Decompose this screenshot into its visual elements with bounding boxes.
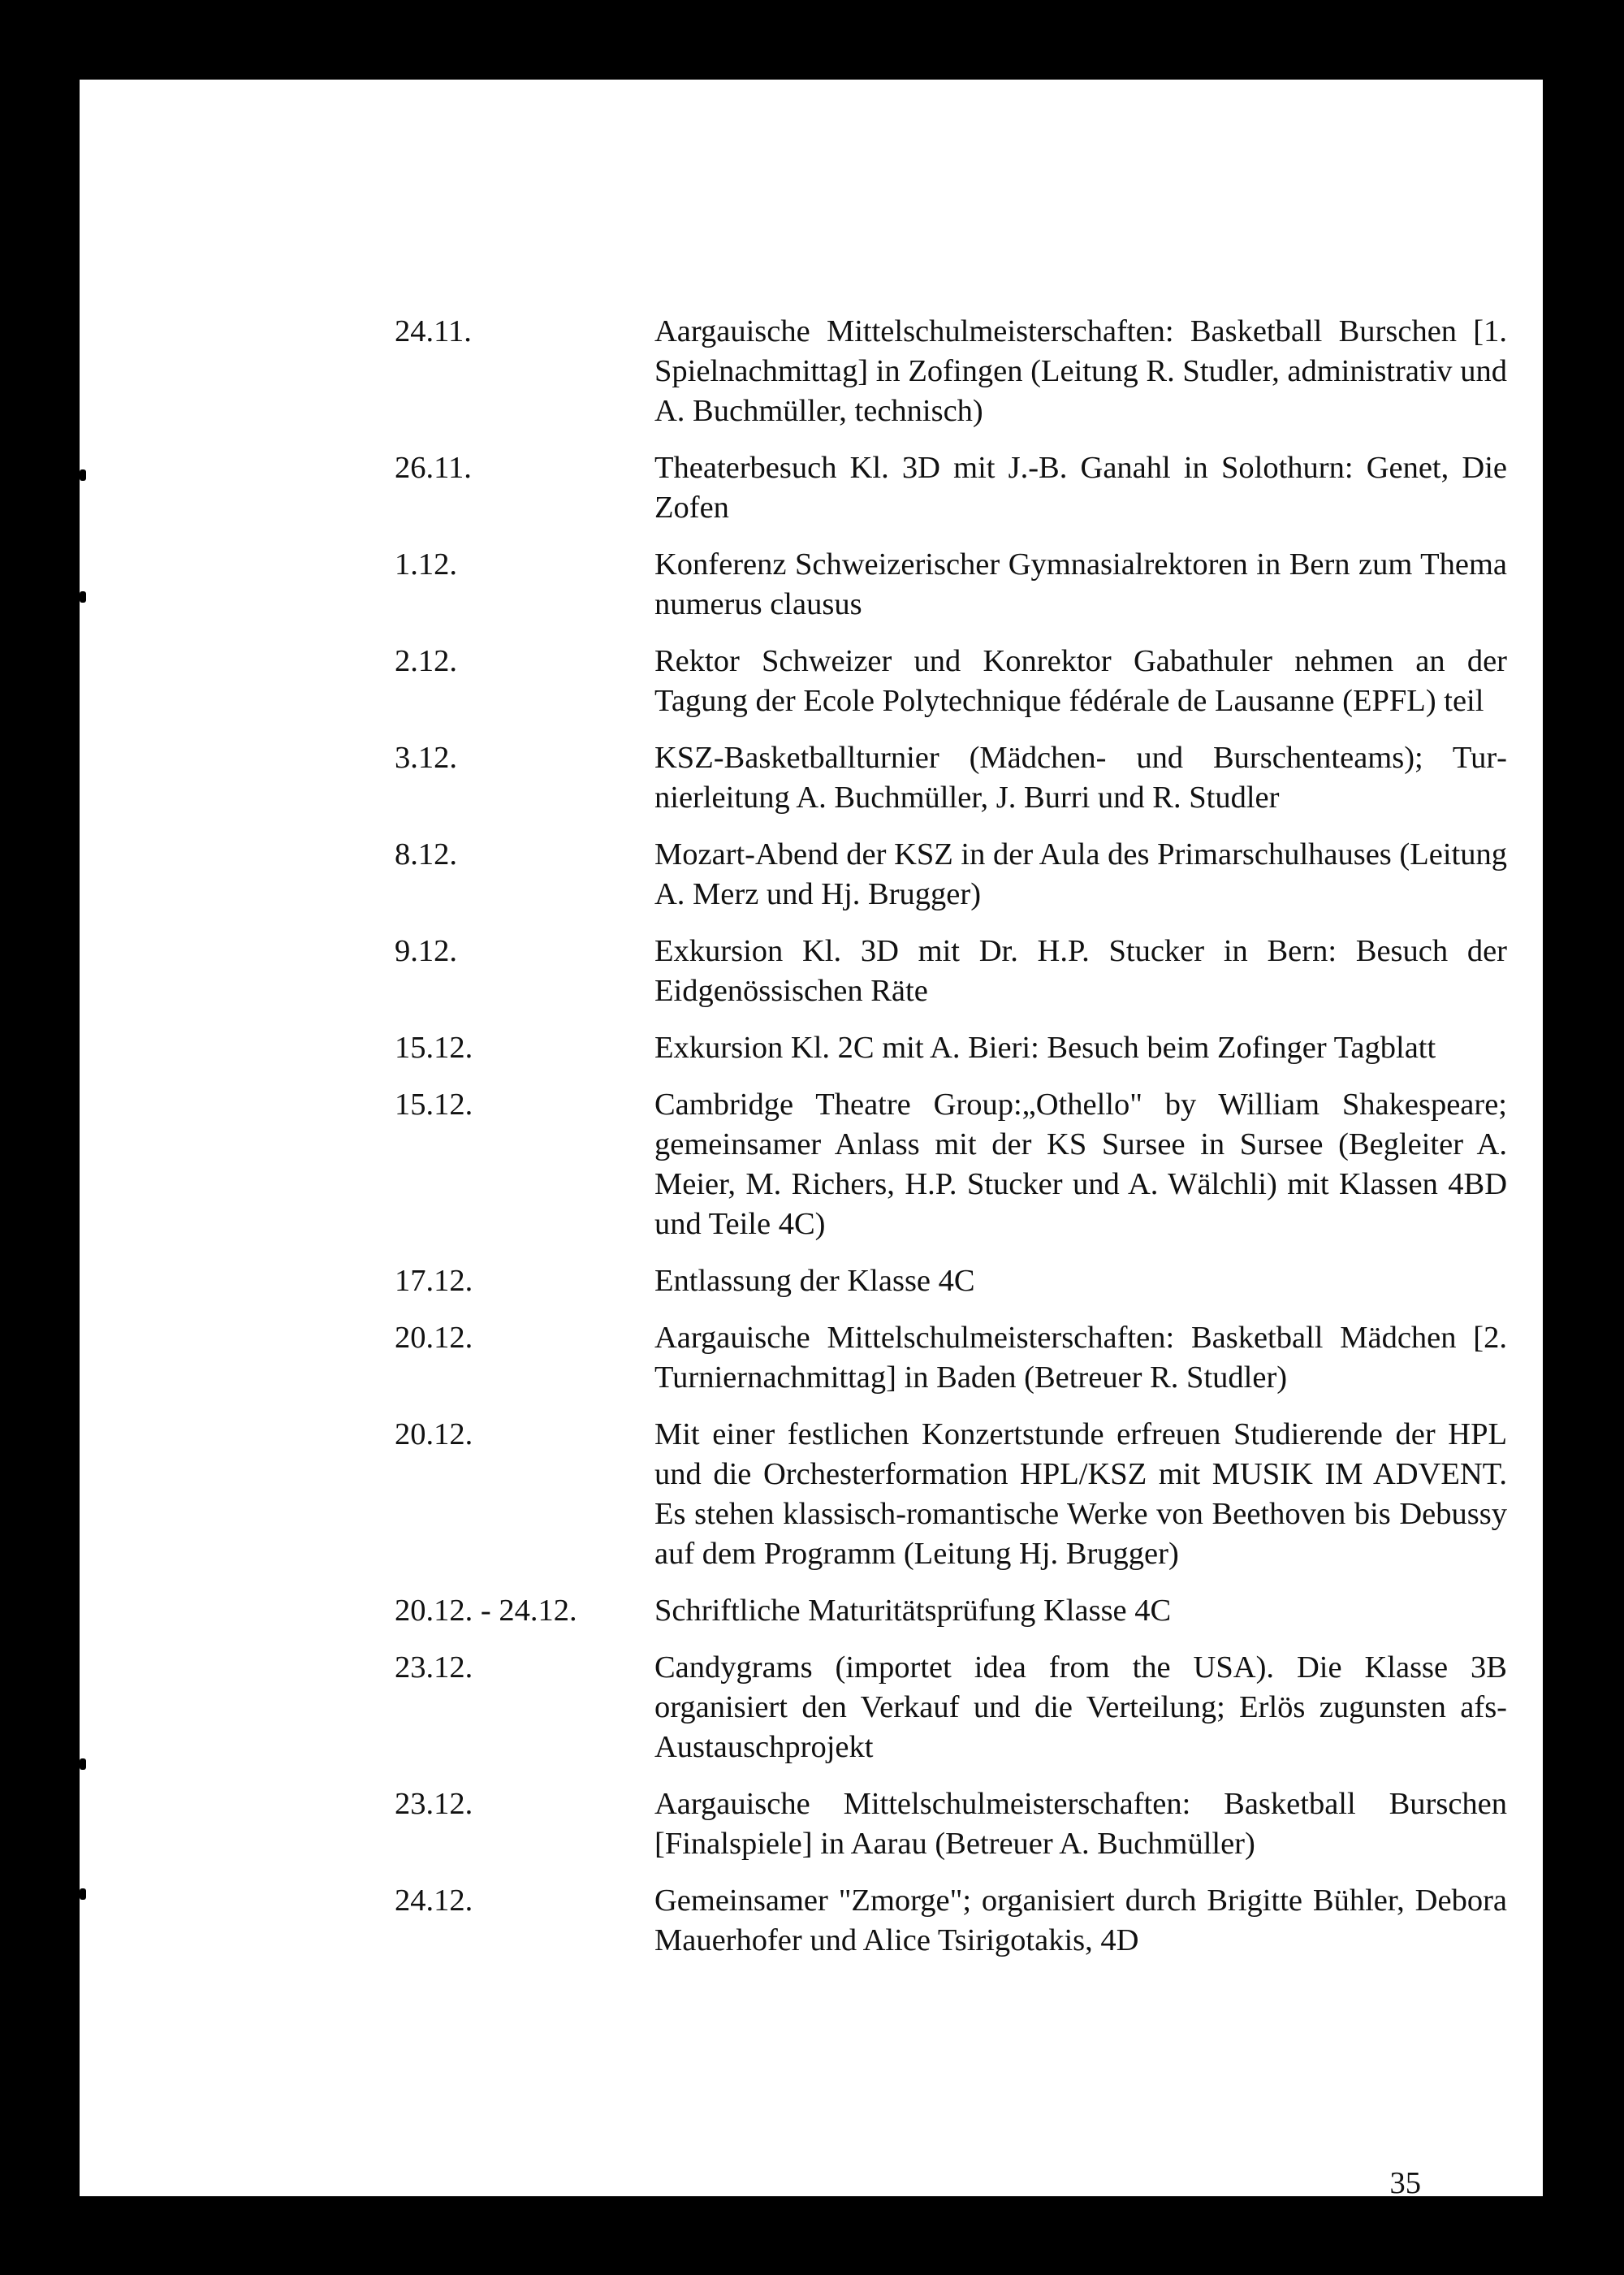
- chronicle-entry: [395, 1591, 1507, 1631]
- entry-text: Exkursion Kl. 2C mit A. Bieri: Besuch beim Zofinger Tagblatt: [654, 1031, 1436, 1065]
- chronicle-entry: [395, 545, 1507, 625]
- chronicle-entry: [395, 835, 1507, 915]
- chronicle-entry: [395, 1415, 1507, 1574]
- entry-text: Schriftliche Maturitätsprüfung Klasse 4C: [654, 1594, 1172, 1628]
- entry-text: Aargauische Mittelschulmeisterschaften: Basketball Burschen [1. Spielnachmittag] in Zofingen (Leitung R. Studler, administrativ und A. Buchmüller, technisch): [654, 314, 1507, 428]
- chronicle-entry: [395, 1648, 1507, 1767]
- entry-text: Mit einer festlichen Konzertstunde erfreuen Studierende der HPL und die Orchesterformation HPL/KSZ mit MUSIK IM ADVENT. Es stehen klassisch-romantische Werke von Beethoven bis Debussy auf dem Programm (Leitung Hj. Brugger): [654, 1417, 1507, 1571]
- entry-text: Mozart-Abend der KSZ in der Aula des Primarschulhauses (Leitung A. Merz und Hj. Brugger): [654, 837, 1507, 911]
- entry-date: 24.11.: [395, 314, 472, 348]
- scan-mark: [80, 1888, 86, 1900]
- chronicle-entry: [395, 1881, 1507, 1961]
- entry-text: Entlassung der Klasse 4C: [654, 1264, 975, 1298]
- page-number: 35: [1389, 2166, 1421, 2200]
- document-page: [80, 80, 1543, 2200]
- entry-date: 23.12.: [395, 1650, 473, 1685]
- entry-date: 1.12.: [395, 547, 457, 582]
- entry-date: 20.12.: [395, 1417, 473, 1451]
- entry-date: 9.12.: [395, 934, 457, 968]
- scan-mark: [80, 1758, 86, 1770]
- entry-date: 24.12.: [395, 1884, 473, 1918]
- chronicle-entry: [395, 448, 1507, 528]
- entry-date: 3.12.: [395, 741, 457, 775]
- entry-text: Aargauische Mittelschulmeisterschaften: Basketball Mädchen [2. Turniernachmittag] in Baden (Betreuer R. Studler): [654, 1321, 1507, 1395]
- entry-text: Exkursion Kl. 3D mit Dr. H.P. Stucker in Bern: Besuch der Eidgenössischen Räte: [654, 934, 1507, 1008]
- entry-date: 20.12.: [395, 1321, 473, 1355]
- chronicle-entry: [395, 312, 1507, 431]
- entry-text: Theaterbesuch Kl. 3D mit J.-B. Ganahl in Solothurn: Genet, Die Zofen: [654, 451, 1507, 525]
- chronicle-entry: [395, 1318, 1507, 1398]
- chronicle-entry: [395, 1085, 1507, 1244]
- scan-mark: [80, 591, 86, 603]
- entry-text: Gemeinsamer "Zmorge"; organisiert durch Brigitte Bühler, Debora Mauerhofer und Alice Tsirigotakis, 4D: [654, 1884, 1507, 1957]
- chronicle-entry: [395, 1261, 1507, 1301]
- entry-text: Aargauische Mittelschulmeisterschaften: Basketball Burschen [Finalspiele] in Aarau (Betreuer A. Buchmüller): [654, 1787, 1507, 1861]
- entry-date: 2.12.: [395, 644, 457, 678]
- entry-date: 17.12.: [395, 1264, 473, 1298]
- chronicle-list: [395, 312, 1507, 1978]
- entry-date: 26.11.: [395, 451, 472, 485]
- entry-date: 15.12.: [395, 1031, 473, 1065]
- chronicle-entry: [395, 1028, 1507, 1068]
- entry-text: Rektor Schweizer und Konrektor Gabathuler nehmen an der Tagung der Ecole Polytechnique fédérale de Lausanne (EPFL) teil: [654, 644, 1507, 718]
- scan-mark: [80, 469, 86, 481]
- entry-date: 20.12. - 24.12.: [395, 1594, 577, 1628]
- entry-date: 15.12.: [395, 1088, 473, 1122]
- entry-text: Konferenz Schweizerischer Gymnasialrektoren in Bern zum Thema numerus clausus: [654, 547, 1507, 621]
- chronicle-entry: [395, 932, 1507, 1011]
- entry-text: KSZ-Basketballturnier (Mädchen- und Burschenteams); Turnierleitung A. Buchmüller, J. Burri und R. Studler: [654, 741, 1507, 815]
- chronicle-entry: [395, 738, 1507, 818]
- chronicle-entry: [395, 642, 1507, 721]
- entry-text: Candygrams (importet idea from the USA). Die Klasse 3B organisiert den Verkauf und die Verteilung; Erlös zugunsten afs-Austauschprojekt: [654, 1650, 1507, 1764]
- entry-date: 8.12.: [395, 837, 457, 872]
- entry-date: 23.12.: [395, 1787, 473, 1821]
- chronicle-entry: [395, 1784, 1507, 1864]
- entry-text: Cambridge Theatre Group:„Othello" by William Shakespeare; gemeinsamer Anlass mit der KS Sursee in Sursee (Begleiter A. Meier, M. Richers, H.P. Stucker und A. Wälchli) mit Klassen 4BD und Teile 4C): [654, 1088, 1507, 1241]
